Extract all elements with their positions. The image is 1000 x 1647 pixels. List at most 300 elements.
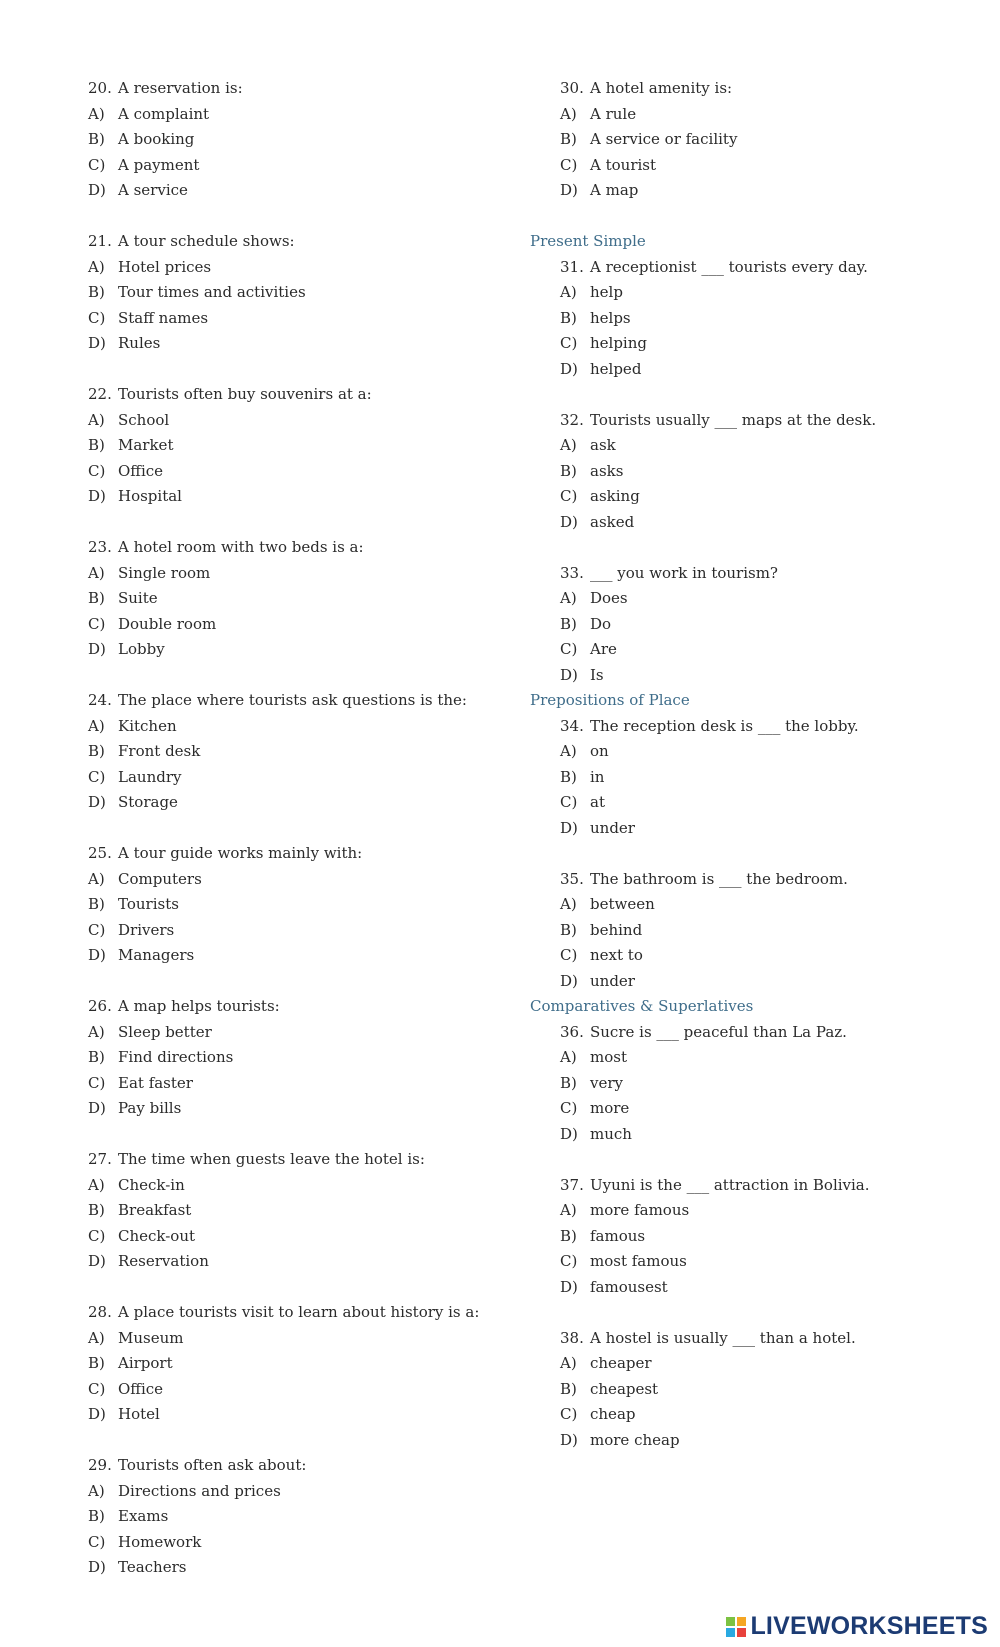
spacer [530,204,960,230]
question-22 [88,382,508,510]
option-letter: D) [560,818,578,837]
answer-option[interactable] [530,433,960,459]
option-text: Do [590,614,612,633]
option-letter: D) [560,665,578,684]
option-text: under [590,818,635,837]
option-letter: C) [88,1073,106,1092]
answer-option[interactable] [530,484,960,510]
option-text: more [590,1099,630,1117]
option-letter: D) [560,181,578,199]
question-line [530,1173,960,1199]
logo-square [737,1628,746,1637]
option-letter: A) [88,410,105,429]
option-letter: C) [88,155,106,174]
answer-option[interactable] [530,1275,960,1301]
option-text: asks [590,461,624,480]
option-text: Hotel [118,1405,160,1423]
option-letter: A) [88,1175,105,1194]
answer-option[interactable] [88,1198,508,1224]
option-letter: D) [88,1558,106,1576]
option-letter: B) [560,767,577,786]
question-38 [530,1326,960,1454]
option-letter: C) [88,614,106,633]
question-number: 34. [560,716,584,735]
option-text: most [590,1048,627,1066]
answer-option[interactable] [530,663,960,689]
option-text: ask [590,436,616,454]
option-text: cheap [590,1405,636,1423]
answer-option[interactable] [88,867,508,893]
option-letter: C) [88,1379,106,1398]
answer-option[interactable] [88,1071,508,1097]
option-text: Are [590,640,617,658]
option-text: helping [590,334,647,352]
question-number: 21. [88,232,112,250]
answer-option[interactable] [530,1071,960,1097]
question-24 [88,688,508,816]
answer-option[interactable] [88,459,508,485]
option-letter: B) [88,742,105,760]
answer-option[interactable] [88,1530,508,1556]
option-text: Laundry [118,767,182,786]
question-33 [530,561,960,689]
question-number: 30. [560,79,584,97]
option-text: help [590,283,623,301]
option-letter: A) [560,436,577,454]
answer-option[interactable] [88,943,508,969]
spacer [530,382,960,408]
spacer [530,1147,960,1173]
option-text: Tourists [118,895,179,913]
answer-option[interactable] [88,1504,508,1530]
answer-option[interactable] [530,306,960,332]
option-letter: B) [88,589,105,607]
answer-option[interactable] [530,1249,960,1275]
question-line [88,994,508,1020]
question-text: The bathroom is ___ the bedroom. [590,869,848,888]
answer-option[interactable] [530,1122,960,1148]
option-letter: C) [88,1532,106,1551]
option-text: Kitchen [118,716,177,735]
option-letter: B) [560,614,577,633]
answer-option[interactable] [530,1045,960,1071]
answer-option[interactable] [530,1096,960,1122]
question-number: 38. [560,1328,584,1347]
question-line [88,1300,508,1326]
question-text: A receptionist ___ tourists every day. [590,257,868,276]
question-text: ___ you work in tourism? [590,563,778,582]
option-letter: C) [560,1252,578,1270]
question-number: 20. [88,79,112,97]
liveworksheets-logo [726,1612,988,1641]
option-text: famousest [590,1277,668,1296]
option-letter: D) [88,793,106,811]
option-letter: B) [560,1226,577,1245]
question-number: 31. [560,257,584,276]
answer-option[interactable] [530,943,960,969]
option-letter: D) [560,971,578,990]
answer-option[interactable] [88,408,508,434]
question-37 [530,1173,960,1301]
option-text: Eat faster [118,1073,193,1092]
option-text: Market [118,436,174,454]
answer-option[interactable] [88,1479,508,1505]
question-27 [88,1147,508,1275]
option-text: at [590,793,605,811]
option-text: more cheap [590,1430,680,1449]
answer-option[interactable] [530,918,960,944]
answer-option[interactable] [530,739,960,765]
question-text: The reception desk is ___ the lobby. [590,716,859,735]
answer-option[interactable] [88,306,508,332]
option-text: A map [590,181,639,199]
answer-option[interactable] [88,178,508,204]
spacer [88,1275,508,1301]
option-text: Pay bills [118,1099,182,1117]
answer-option[interactable] [530,357,960,383]
question-text: A tour guide works mainly with: [118,844,363,862]
option-letter: D) [560,1124,578,1143]
answer-option[interactable] [530,153,960,179]
question-text: Uyuni is the ___ attraction in Bolivia. [590,1175,870,1194]
answer-option[interactable] [88,1224,508,1250]
option-text: famous [590,1226,646,1245]
option-text: between [590,895,655,913]
option-text: Find directions [118,1048,234,1066]
section-heading: Comparatives & Superlatives [530,997,754,1015]
question-23 [88,535,508,663]
option-text: Teachers [118,1558,187,1576]
option-letter: B) [560,461,577,480]
question-number: 25. [88,844,112,862]
question-number: 28. [88,1303,112,1321]
question-line [88,841,508,867]
option-text: Airport [118,1354,173,1372]
spacer [88,357,508,383]
option-letter: B) [88,895,105,913]
option-text: under [590,971,635,990]
option-letter: D) [88,946,106,964]
question-line [530,1020,960,1046]
question-line [530,76,960,102]
option-text: behind [590,920,643,939]
answer-option[interactable] [88,612,508,638]
option-letter: A) [560,283,577,301]
answer-option[interactable] [530,1428,960,1454]
option-text: Tour times and activities [118,283,306,301]
question-text: A hotel amenity is: [590,79,733,97]
answer-option[interactable] [88,102,508,128]
option-letter: D) [560,1430,578,1449]
option-text: Does [590,589,628,607]
question-29 [88,1453,508,1581]
answer-option[interactable] [88,1326,508,1352]
answer-option[interactable] [530,331,960,357]
option-text: in [590,767,605,786]
spacer [88,204,508,230]
option-text: A payment [118,155,200,174]
option-letter: D) [88,1252,106,1270]
answer-option[interactable] [88,1402,508,1428]
question-31 [530,255,960,383]
option-text: Hotel prices [118,257,212,276]
answer-option[interactable] [530,1377,960,1403]
spacer [88,1122,508,1148]
option-letter: A) [560,1354,577,1372]
option-letter: D) [88,1099,106,1117]
option-letter: A) [560,1048,577,1066]
option-letter: B) [88,283,105,301]
option-text: Exams [118,1507,169,1525]
question-line [88,1453,508,1479]
question-number: 26. [88,997,112,1015]
option-letter: C) [560,487,578,505]
option-text: Single room [118,563,211,582]
option-text: Drivers [118,920,175,939]
answer-option[interactable] [88,892,508,918]
option-text: A service [118,181,188,199]
option-letter: D) [88,487,106,505]
answer-option[interactable] [530,1351,960,1377]
question-35 [530,867,960,995]
option-text: helps [590,308,631,327]
option-text: A rule [590,104,637,123]
question-number: 37. [560,1175,584,1194]
question-line [530,714,960,740]
answer-option[interactable] [88,484,508,510]
option-letter: B) [88,1354,105,1372]
answer-option[interactable] [88,1555,508,1581]
spacer [88,510,508,536]
option-letter: C) [88,767,106,786]
option-letter: A) [560,589,577,607]
answer-option[interactable] [530,127,960,153]
question-line [530,255,960,281]
answer-option[interactable] [530,612,960,638]
option-letter: C) [88,920,106,939]
answer-option[interactable] [88,561,508,587]
answer-option[interactable] [88,1249,508,1275]
option-letter: C) [560,946,578,964]
answer-option[interactable] [88,1173,508,1199]
option-letter: B) [88,1048,105,1066]
option-letter: A) [88,869,105,888]
answer-option[interactable] [88,331,508,357]
spacer [88,663,508,689]
option-letter: B) [560,920,577,939]
spacer [88,1428,508,1454]
option-text: School [118,410,170,429]
question-number: 24. [88,691,112,709]
option-letter: C) [560,155,578,174]
option-letter: D) [88,334,106,352]
question-line [88,1147,508,1173]
option-letter: B) [88,130,105,148]
question-text: A tour schedule shows: [118,232,295,250]
option-text: Breakfast [118,1201,192,1219]
option-letter: D) [88,181,106,199]
answer-option[interactable] [88,1020,508,1046]
option-text: Sleep better [118,1022,212,1041]
question-line [530,408,960,434]
option-text: helped [590,359,642,378]
question-number: 35. [560,869,584,888]
option-letter: A) [560,104,577,123]
answer-option[interactable] [88,1377,508,1403]
question-text: Tourists often ask about: [118,1456,307,1474]
option-text: A service or facility [590,130,738,148]
option-text: on [590,742,609,760]
logo-square [726,1628,735,1637]
option-text: Computers [118,869,202,888]
option-text: Check-out [118,1226,196,1245]
option-text: A tourist [590,155,657,174]
option-text: A complaint [118,104,210,123]
option-text: Double room [118,614,217,633]
question-text: The place where tourists ask questions is the: [118,691,467,709]
option-letter: A) [88,1328,105,1347]
answer-option[interactable] [530,1198,960,1224]
option-letter: B) [560,130,577,148]
option-letter: A) [88,1022,105,1041]
question-line [88,535,508,561]
answer-option[interactable] [530,280,960,306]
option-text: most famous [590,1252,687,1270]
answer-option[interactable] [530,765,960,791]
answer-option[interactable] [530,1224,960,1250]
right-column [530,76,960,1453]
answer-option[interactable] [530,969,960,995]
option-letter: C) [560,334,578,352]
spacer [88,969,508,995]
answer-option[interactable] [88,1045,508,1071]
option-text: Suite [118,589,158,607]
question-text: A place tourists visit to learn about history is a: [118,1303,480,1321]
left-column [88,76,508,1581]
option-letter: C) [88,308,106,327]
answer-option[interactable] [88,739,508,765]
answer-option[interactable] [530,510,960,536]
answer-option[interactable] [88,127,508,153]
option-text: Storage [118,793,178,811]
question-34 [530,714,960,842]
question-text: Tourists usually ___ maps at the desk. [590,410,877,429]
question-text: A hotel room with two beds is a: [118,538,364,556]
option-letter: D) [88,640,106,658]
answer-option[interactable] [530,102,960,128]
answer-option[interactable] [88,433,508,459]
answer-option[interactable] [530,892,960,918]
answer-option[interactable] [530,459,960,485]
option-text: Front desk [118,742,201,760]
option-letter: B) [560,308,577,327]
option-text: next to [590,946,643,964]
option-text: Rules [118,334,161,352]
question-line [530,1326,960,1352]
answer-option[interactable] [530,586,960,612]
option-text: asking [590,487,640,505]
question-36 [530,1020,960,1148]
question-32 [530,408,960,536]
logo-square [737,1617,746,1626]
option-letter: C) [560,1405,578,1423]
question-line [88,382,508,408]
answer-option[interactable] [88,1096,508,1122]
answer-option[interactable] [88,255,508,281]
logo-mark-icon [726,1617,746,1637]
answer-option[interactable] [88,918,508,944]
question-text: Tourists often buy souvenirs at a: [118,385,372,403]
option-letter: A) [88,104,105,123]
answer-option[interactable] [88,280,508,306]
option-text: A booking [118,130,195,148]
option-letter: B) [88,1201,105,1219]
question-number: 23. [88,538,112,556]
option-text: Office [118,1379,164,1398]
option-text: cheapest [590,1379,659,1398]
question-number: 36. [560,1022,584,1041]
answer-option[interactable] [88,714,508,740]
answer-option[interactable] [88,765,508,791]
section-heading: Present Simple [530,232,646,250]
option-letter: D) [560,512,578,531]
option-letter: A) [88,1481,105,1500]
question-text: The time when guests leave the hotel is: [118,1150,425,1168]
spacer [530,1300,960,1326]
option-letter: A) [560,1201,577,1219]
option-letter: A) [88,257,105,276]
answer-option[interactable] [530,637,960,663]
answer-option[interactable] [530,1402,960,1428]
option-letter: A) [88,716,105,735]
answer-option[interactable] [88,637,508,663]
answer-option[interactable] [88,586,508,612]
question-30 [530,76,960,204]
logo-square [726,1617,735,1626]
question-line [530,561,960,587]
option-letter: B) [88,1507,105,1525]
option-letter: A) [88,563,105,582]
option-letter: C) [88,461,106,480]
question-21 [88,229,508,357]
option-text: very [590,1073,623,1092]
option-letter: A) [560,895,577,913]
option-letter: D) [88,1405,106,1423]
option-letter: B) [560,1073,577,1092]
logo-text: LIVEWORKSHEETS [750,1612,988,1640]
option-letter: C) [560,1099,578,1117]
answer-option[interactable] [88,1351,508,1377]
option-text: Museum [118,1328,184,1347]
answer-option[interactable] [530,790,960,816]
question-line [88,688,508,714]
option-letter: D) [560,359,578,378]
option-text: much [590,1124,632,1143]
spacer [88,816,508,842]
answer-option[interactable] [530,816,960,842]
option-text: Staff names [118,308,209,327]
option-text: cheaper [590,1354,652,1372]
option-text: Check-in [118,1175,185,1194]
answer-option[interactable] [88,790,508,816]
question-line [88,229,508,255]
option-letter: B) [560,1379,577,1398]
option-text: more famous [590,1201,690,1219]
question-text: A map helps tourists: [118,997,280,1015]
question-number: 27. [88,1150,112,1168]
answer-option[interactable] [530,178,960,204]
answer-option[interactable] [88,153,508,179]
